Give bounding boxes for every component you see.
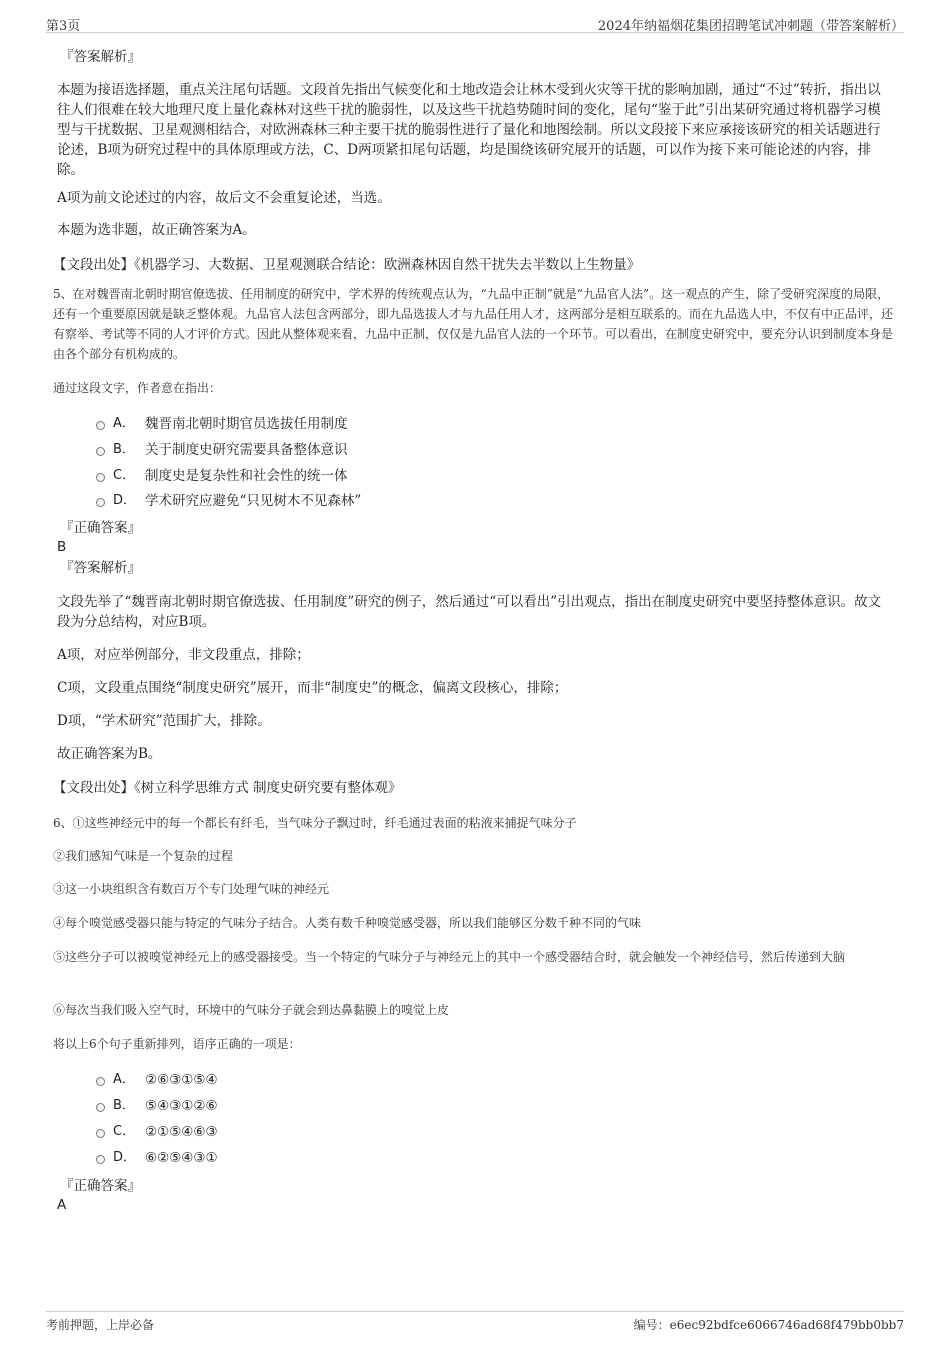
- radio-icon[interactable]: [96, 421, 105, 430]
- q5-option-a[interactable]: A． 魏晋南北朝时期官员选拔任用制度: [96, 414, 348, 434]
- q6-sentence-6: ⑥每次当我们吸入空气时，环境中的气味分子就会到达鼻黏膜上的嗅觉上皮: [53, 1003, 450, 1017]
- document-code: 编号：e6ec92bdfce6066746ad68f479bb0bb7: [633, 1318, 904, 1332]
- radio-icon[interactable]: [96, 498, 105, 507]
- radio-icon[interactable]: [96, 447, 105, 456]
- q6-option-a[interactable]: A． ②⑥③①⑤④: [96, 1070, 218, 1090]
- q4-source: 【文段出处】《机器学习、大数据、卫星观测联合结论：欧洲森林因自然干扰失去半数以上生物量》: [53, 257, 641, 273]
- footer-slogan: 考前押题，上岸必备: [46, 1318, 155, 1332]
- q6-sentence-3: ③这一小块组织含有数百万个专门处理气味的神经元: [53, 882, 330, 896]
- q6-option-b[interactable]: B． ⑤④③①②⑥: [96, 1096, 218, 1116]
- q6-option-c[interactable]: C． ②①⑤④⑥③: [96, 1122, 218, 1142]
- q5-option-c[interactable]: C． 制度史是复杂性和社会性的统一体: [96, 466, 348, 486]
- q6-sentence-5: ⑤这些分子可以被嗅觉神经元上的感受器接受。当一个特定的气味分子与神经元上的其中一个感受器结合时，就会触发一个神经信号，然后传递到大脑: [53, 950, 846, 964]
- q6-sentence-1: 6、①这些神经元中的每一个都长有纤毛，当气味分子飘过时，纤毛通过表面的粘液来捕捉气味分子: [53, 816, 577, 830]
- q4-analysis-label: 『答案解析』: [60, 49, 141, 65]
- q6-sentence-2: ②我们感知气味是一个复杂的过程: [53, 849, 234, 863]
- q5-stem: 5、在对魏晋南北朝时期官僚选拔、任用制度的研究中，学术界的传统观点认为，“九品中正制”就是“九品官人法”。这一观点的产生，除了受研究深度的局限，还有一个重要原因就是缺乏整体观。九品官人法包含两部分，即九品选拔人才与九品任用人才，这两部分是相互联系的。而在九品选人中，不仅有中正品评，还有察举、考试等不同的人才评价方式。因此从整体观来看，九品中正制，仅仅是九品官人法的一个环节。可以看出，在制度史研究中，要充分认识到制度本身是由各个部分有机构成的。: [53, 287, 894, 361]
- q5-option-b[interactable]: B． 关于制度史研究需要具备整体意识: [96, 440, 348, 460]
- q5-question: 通过这段文字，作者意在指出：: [53, 381, 222, 395]
- radio-icon[interactable]: [96, 1103, 105, 1112]
- q6-correct-label: 『正确答案』: [60, 1178, 141, 1194]
- q6-sentence-4: ④每个嗅觉感受器只能与特定的气味分子结合。人类有数千种嗅觉感受器，所以我们能够区分数千种不同的气味: [53, 916, 642, 930]
- q6-question: 将以上6个句子重新排列，语序正确的一项是：: [53, 1037, 301, 1051]
- q5-option-d[interactable]: D． 学术研究应避免“只见树木不见森林”: [96, 491, 361, 511]
- page-footer: [46, 1311, 904, 1334]
- q5-analysis-label: 『答案解析』: [60, 560, 141, 576]
- radio-icon[interactable]: [96, 1077, 105, 1086]
- q5-analysis-paragraph-3: C项，文段重点围绕“制度史研究”展开，而非“制度史”的概念，偏离文段核心，排除；: [57, 680, 568, 696]
- page-number: 第3页: [46, 19, 81, 34]
- document-title: 2024年纳福烟花集团招聘笔试冲刺题（带答案解析）: [597, 19, 904, 34]
- q6-correct-answer: A: [57, 1197, 67, 1213]
- radio-icon[interactable]: [96, 473, 105, 482]
- q5-analysis-paragraph-1: 文段先举了“魏晋南北朝时期官僚选拔、任用制度”研究的例子，然后通过“可以看出”引出观点，指出在制度史研究中要坚持整体意识。故文段为分总结构，对应B项。: [57, 594, 882, 630]
- q5-analysis-paragraph-4: D项，“学术研究”范围扩大，排除。: [57, 713, 271, 729]
- radio-icon[interactable]: [96, 1129, 105, 1138]
- radio-icon[interactable]: [96, 1155, 105, 1164]
- q4-analysis-paragraph-2: A项为前文论述过的内容，故后文不会重复论述，当选。: [57, 190, 391, 206]
- q6-option-d[interactable]: D． ⑥②⑤④③①: [96, 1148, 218, 1168]
- q4-analysis-paragraph-3: 本题为选非题，故正确答案为A。: [57, 222, 256, 238]
- q5-source: 【文段出处】《树立科学思维方式 制度史研究要有整体观》: [53, 780, 402, 796]
- q5-correct-answer: B: [57, 539, 67, 555]
- q5-analysis-paragraph-5: 故正确答案为B。: [57, 746, 162, 762]
- q5-correct-label: 『正确答案』: [60, 520, 141, 536]
- q4-analysis-paragraph-1: 本题为接语选择题，重点关注尾句话题。文段首先指出气候变化和土地改造会让林木受到火灾等干扰的影响加剧，通过“不过”转折，指出以往人们很难在较大地理尺度上量化森林对这些干扰的脆弱性，以及这些干扰趋势随时间的变化，尾句“鉴于此”引出某研究通过将机器学习模型与干扰数据、卫星观测相结合，对欧洲森林三种主要干扰的脆弱性进行了量化和地图绘制。所以文段接下来应承接该研究的相关话题进行论述，B项为研究过程中的具体原理或方法，C、D两项紧扣尾句话题，均是围绕该研究展开的话题，可以作为接下来可能论述的内容，排除。: [57, 82, 881, 178]
- page-header: [46, 12, 904, 33]
- q5-analysis-paragraph-2: A项，对应举例部分，非文段重点，排除；: [57, 647, 310, 663]
